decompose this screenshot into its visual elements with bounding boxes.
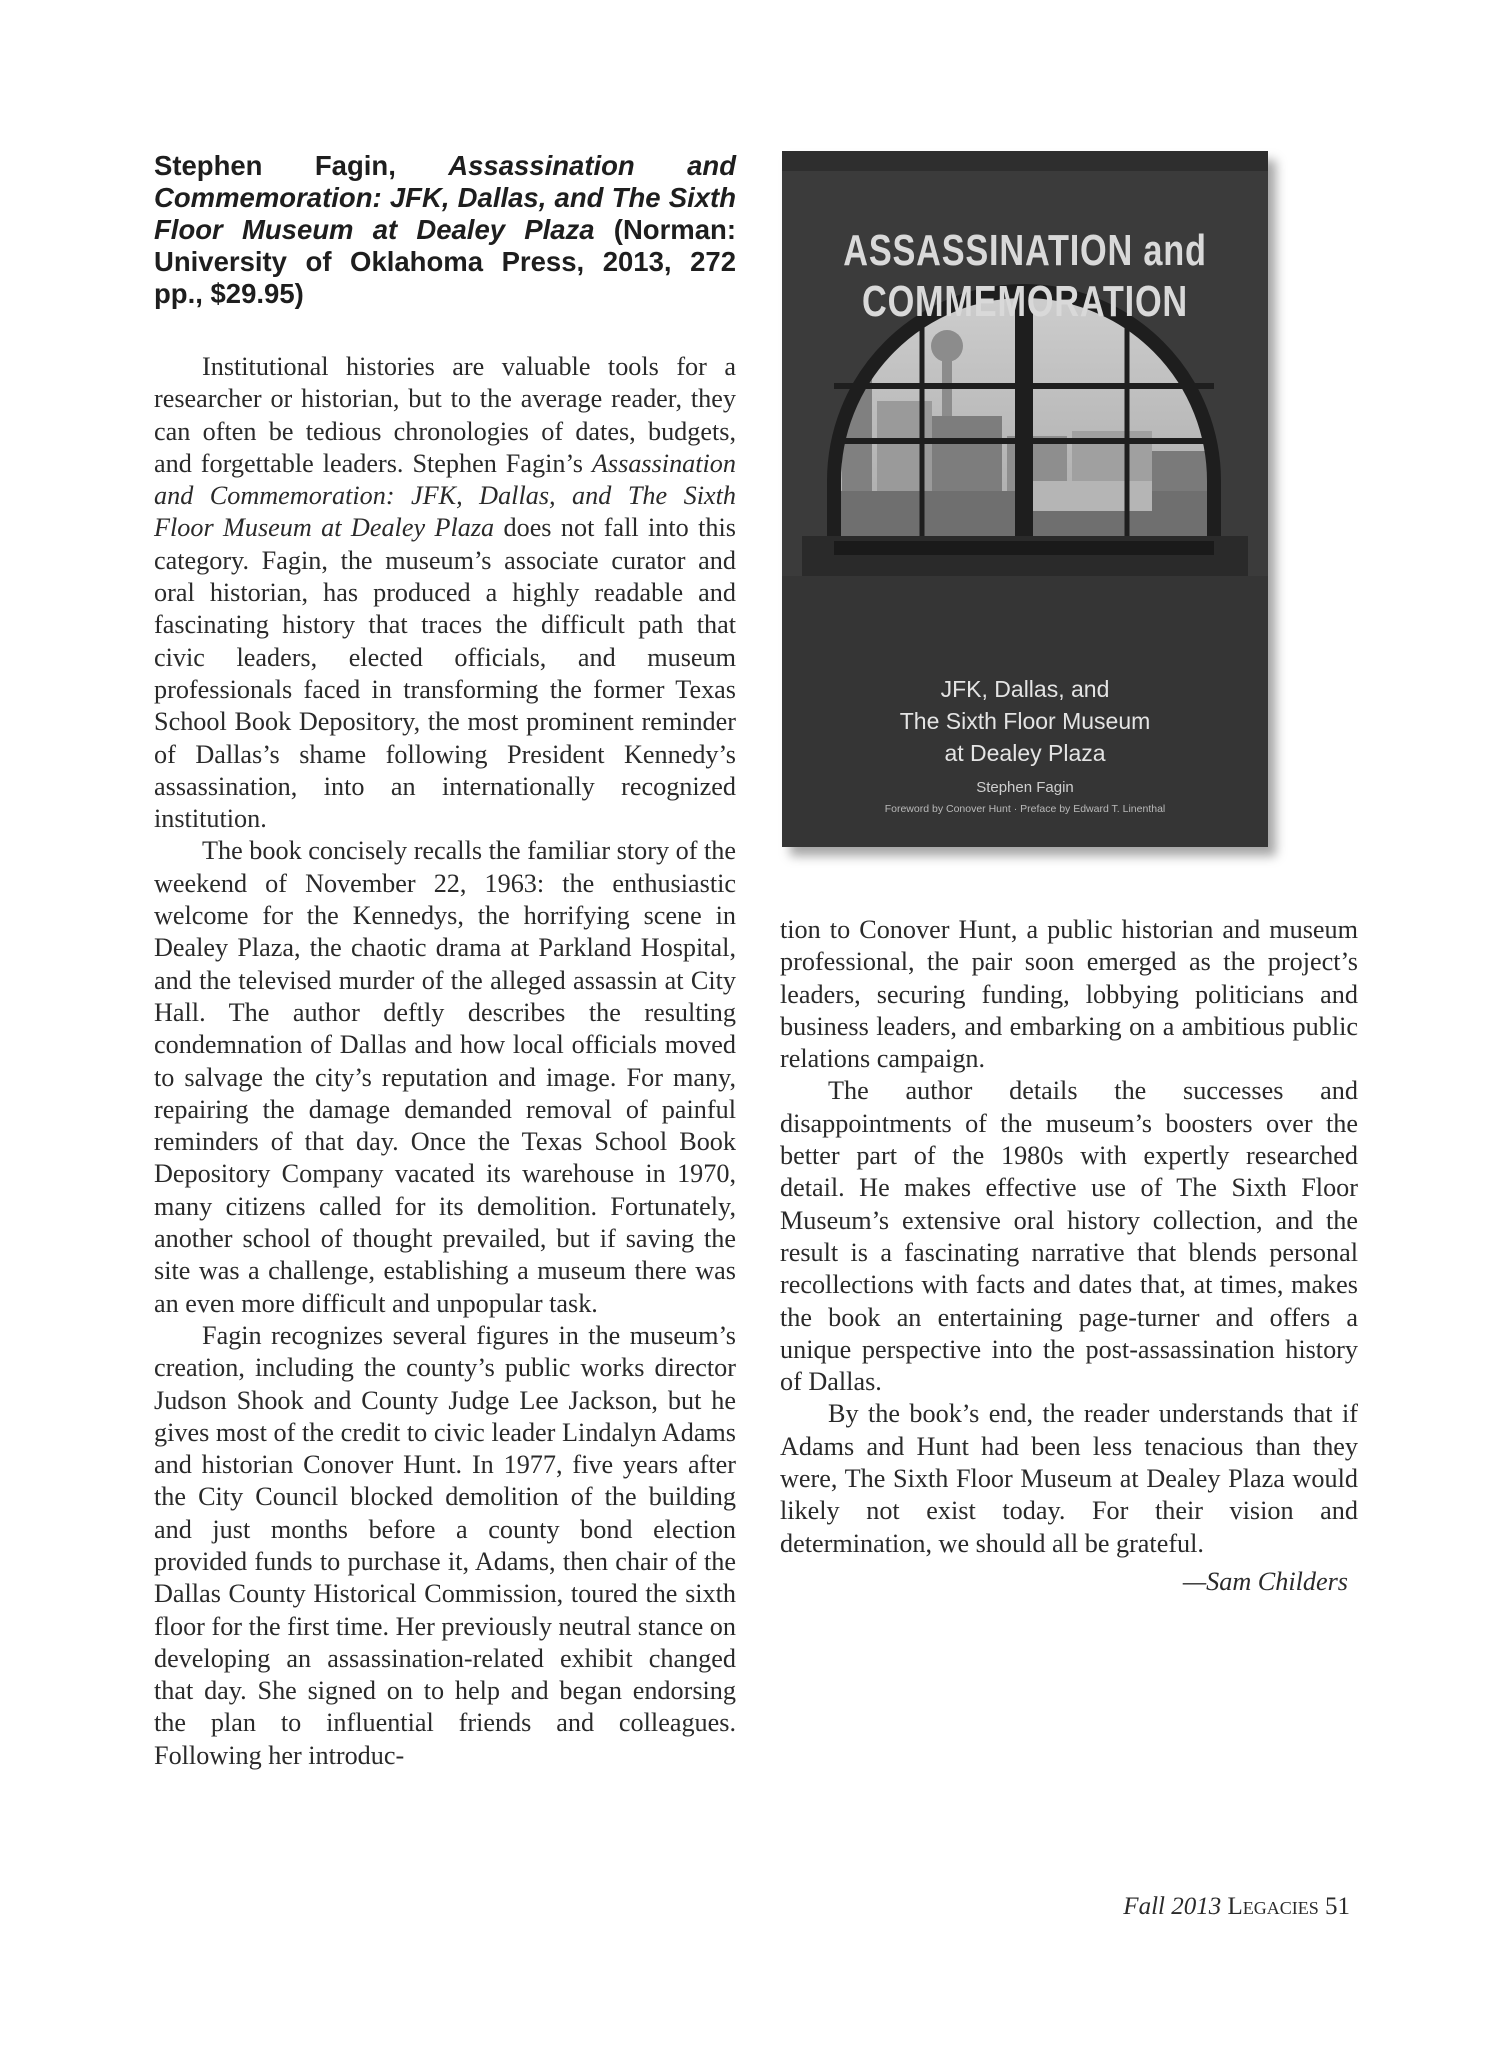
paragraph-1-book-title: Assassination and Commemoration: JFK, Dallas, and The Sixth Floor Museum at Dealey Plaza: [154, 448, 736, 543]
paragraph-1-text-a: Institutional histories are valuable tools for a researcher or historian, but to the average reader, they can often be tedious chronologies of dates, budgets, and forgettable leaders. Stephen Fagin’s: [154, 352, 736, 478]
right-column: [780, 914, 1358, 1598]
reviewer-signature: —Sam Childers: [1182, 1566, 1348, 1596]
paragraph-5: By the book’s end, the reader understands that if Adams and Hunt had been less tenacious than they were, The Sixth Floor Museum at Dealey Plaza would likely not exist today. For their vision and determination, we should all be grateful.: [780, 1399, 1358, 1558]
page-footer: [1050, 1893, 1350, 1921]
book-cover-image: [782, 151, 1268, 847]
paragraph-3-part-2: tion to Conover Hunt, a public historian and museum professional, the pair soon emerged as the project’s leaders, securing funding, lobbying politicians and business leaders, and embarking on a ambitious public relations campaign.: [780, 915, 1358, 1074]
paragraph-1: [154, 351, 736, 835]
heading-publication: (Norman: University of Oklahoma Press, 2013, 272 pp., $29.95): [154, 214, 737, 309]
paragraph-2: The book concisely recalls the familiar story of the weekend of November 22, 1963: the enthusiastic welcome for the Kennedys, the horrifying scene in Dealey Plaza, the chaotic drama at Parkland Hospital, and the televised murder of the alleged assassin at City Hall. The author deftly describes the resulting condemnation of Dallas and how local officials moved to salvage the city’s reputation and image. For many, repairing the damage demanded removal of painful reminders of that day. Once the Texas School Book Depository Company vacated its warehouse in 1970, many citizens called for its demolition. Fortunately, another school of thought prevailed, but if saving the site was a challenge, establishing a museum there was an even more difficult and unpopular task.: [154, 836, 736, 1318]
review-heading: [154, 150, 736, 310]
paragraph-4: The author details the successes and disappointments of the museum’s boosters over the better part of the 1980s with expertly researched detail. He makes effective use of The Sixth Floor Museum’s extensive oral history collection, and the result is a fascinating narrative that blends personal recollections with facts and dates that, at times, makes the book an entertaining page-turner and offers a unique perspective into the post-assassination history of Dallas.: [780, 1076, 1358, 1397]
paragraph-1-text-b: does not fall into this category. Fagin, the museum’s associate curator and oral historian, has produced a highly readable and fascinating history that traces the difficult path that civic leaders, elected officials, and museum professionals faced in transforming the former Texas School Book Depository, the most prominent reminder of Dallas’s shame following President Kennedy’s assassination, into an internationally recognized institution.: [154, 513, 736, 834]
cover-credits: Foreword by Conover Hunt · Preface by Edward T. Linenthal: [884, 803, 1166, 815]
heading-author: Stephen Fagin,: [154, 150, 396, 181]
left-column: [154, 150, 736, 1772]
cover-author: Stephen Fagin: [976, 779, 1074, 796]
footer-season: Fall 2013: [1123, 1893, 1222, 1920]
paragraph-3-part-1: Fagin recognizes several figures in the museum’s creation, including the county’s public works director Judson Shook and County Judge Lee Jackson, but he gives most of the credit to civic leader Lindalyn Adams and historian Conover Hunt. In 1977, five years after the City Council blocked demolition of the building and just months before a county bond election provided funds to purchase it, Adams, then chair of the Dallas County Historical Commission, toured the sixth floor for the first time. Her previously neutral stance on developing an assassination-related exhibit changed that day. She signed on to help and began endorsing the plan to influential friends and colleagues. Following her introduc-: [154, 1320, 736, 1770]
page-number: 51: [1325, 1893, 1350, 1920]
cover-title-line-2: COMMEMORATION: [862, 277, 1188, 326]
cover-subtitle-line-1: JFK, Dallas, and: [940, 676, 1110, 702]
heading-book-title: Assassination and Commemoration: JFK, Dallas, and The Sixth Floor Museum at Dealey Plaza: [154, 150, 737, 245]
cover-subtitle-line-2: The Sixth Floor Museum: [899, 708, 1151, 734]
footer-journal: Legacies: [1227, 1893, 1319, 1920]
cover-title-line-1: ASSASSINATION and: [843, 226, 1207, 275]
cover-subtitle-line-3: at Dealey Plaza: [944, 740, 1106, 766]
